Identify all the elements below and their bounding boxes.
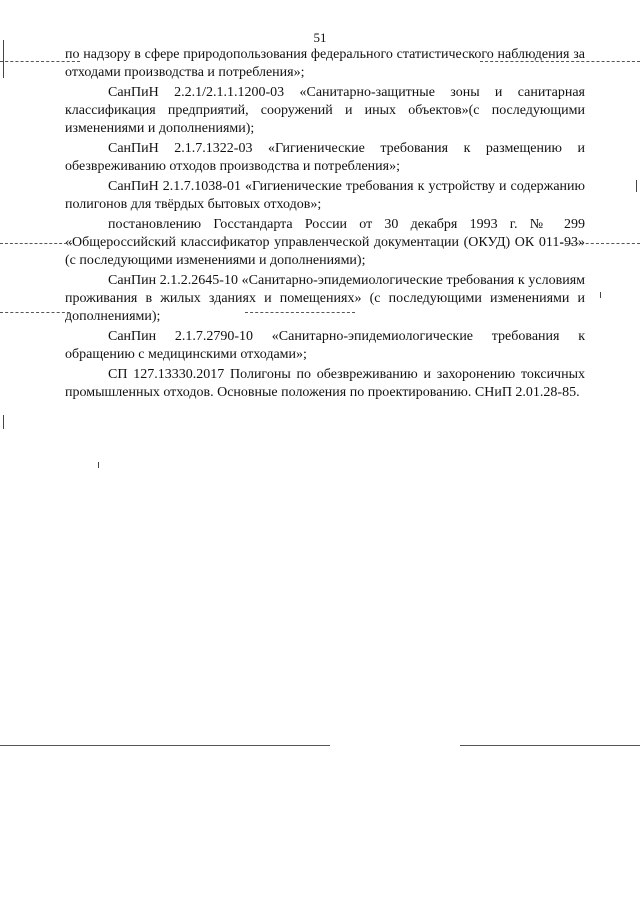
paragraph-continuation: по надзору в сфере природопользования федерального статистического наблюдения за отходами производства и потребления»;	[65, 47, 585, 80]
paragraph-sanpin-1038: СанПиН 2.1.7.1038-01 «Гигиенические требования к устройству и содержанию полигонов для твёрдых бытовых отходов»;	[65, 179, 585, 212]
scan-artifact-line	[0, 745, 330, 746]
scan-artifact-line	[0, 61, 80, 62]
scan-edge-mark	[98, 462, 99, 468]
scan-edge-mark	[636, 180, 637, 192]
scan-edge-mark	[600, 292, 601, 298]
scan-artifact-line	[0, 243, 72, 244]
scan-edge-mark	[3, 415, 4, 429]
scan-edge-mark	[3, 40, 4, 78]
scan-artifact-line	[460, 745, 640, 746]
paragraph-gosstandart: постановлению Госстандарта России от 30 декабря 1993 г. № 299 «Общероссийский классификатор управленческой документации (ОКУД) ОК 011-93» (с последующими изменениями и дополнениями);	[65, 217, 585, 268]
scan-artifact-line	[245, 312, 355, 313]
paragraph-sanpin-1200: СанПиН 2.2.1/2.1.1.1200-03 «Санитарно-защитные зоны и санитарная классификация предприятий, сооружений и иных объектов»(с последующими изменениями и дополнениями);	[65, 85, 585, 136]
scan-artifact-line	[560, 243, 640, 244]
scan-artifact-line	[480, 61, 640, 62]
page-number: 51	[313, 30, 327, 45]
paragraph-sp-127: СП 127.13330.2017 Полигоны по обезвреживанию и захоронению токсичных промышленных отходов. Основные положения по проектированию. СНиП 2.01.28-85.	[65, 367, 585, 400]
paragraph-sanpin-2790: СанПин 2.1.7.2790-10 «Санитарно-эпидемиологические требования к обращению с медицинскими отходами»;	[65, 329, 585, 362]
scan-artifact-line	[0, 312, 70, 313]
document-body	[65, 46, 585, 404]
paragraph-sanpin-1322: СанПиН 2.1.7.1322-03 «Гигиенические требования к размещению и обезвреживанию отходов производства и потребления»;	[65, 141, 585, 174]
paragraph-sanpin-2645: СанПин 2.1.2.2645-10 «Санитарно-эпидемиологические требования к условиям проживания в жилых зданиях и помещениях» (с последующими изменениями и дополнениями);	[65, 273, 585, 324]
